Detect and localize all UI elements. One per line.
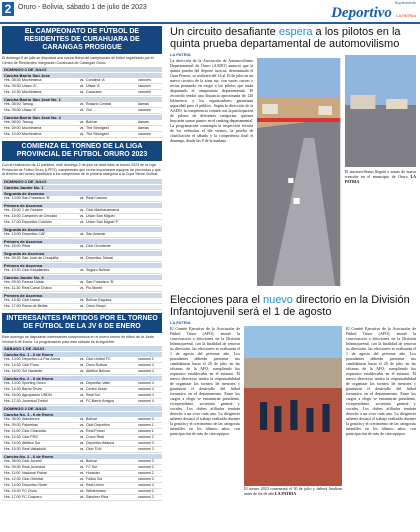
fixture-home: Nacional Potosí <box>22 471 48 476</box>
fixture-home: Atlético Sur <box>22 441 41 446</box>
box3-title: INTERESANTES PARTIDOS POR EL TORNEO DE FÚTBOL DE LA JV 6 DE ENERO <box>2 313 162 333</box>
fixture-away: Deportivo Valle <box>86 381 111 386</box>
fixture-away: Atlético Bolívar <box>86 369 110 374</box>
fixture-away: Cruce Real <box>86 435 104 440</box>
fixture-category: varones <box>138 90 151 95</box>
fixture-time: Hrs. 17:00 <box>4 219 21 224</box>
fixture-time: Hrs. 17:30 <box>4 399 21 404</box>
fixture-home: San José de Chuquiña <box>22 255 59 260</box>
fixture-section-label: Cancha Barrio San José No. 1 <box>2 97 162 102</box>
fixture-section-label: SÁBADO 1 DE JULIO <box>2 346 162 351</box>
fixture-time: Hrs. 13:00 <box>4 381 21 386</box>
fixture-time: Hrs. 15:00 <box>4 243 21 248</box>
fixture-time: Hrs. 17:00 <box>4 495 21 500</box>
right-column <box>170 26 416 532</box>
fixture-section-label: Primera de Ascenso <box>2 263 162 268</box>
fixture-away: Sánchez Riva <box>86 495 109 500</box>
fixture-home: FC Oruro <box>22 489 37 494</box>
fixture-category: varones <box>138 108 151 113</box>
fixture-time: Hrs. 11:00 <box>4 429 21 434</box>
fixture-home: San Francisco 'B' <box>22 195 50 200</box>
box2-fixtures <box>2 179 162 310</box>
article1-source: LA PATRIA <box>170 52 191 57</box>
fixture-category <box>138 220 158 225</box>
fixture-time: Hrs. 16:00 <box>4 393 21 398</box>
fixture-versus: vs. <box>79 423 85 428</box>
fixture-versus: vs. <box>79 78 85 83</box>
fixture-away: Bolívar <box>86 459 98 464</box>
fixture-versus: vs. <box>79 363 85 368</box>
fixture-away: Unión San Miguel 'F' <box>86 219 119 224</box>
fixture-time: Hrs. 09:00 <box>4 108 21 113</box>
fixture-time: Hrs. 09:30 <box>4 465 21 470</box>
box3-text: Este domingo se disputarán interesantes compromisos en el nuevo torneo de fútbol de la Junta Vecinal 6 de Enero. La programación para este sábado es la siguiente: <box>2 334 154 344</box>
fixture-home: Tarsog <box>22 102 33 107</box>
fixture-category <box>138 208 158 213</box>
fixture-away: Club United FC <box>86 357 111 362</box>
fixture-away: Seguro Bolívar <box>86 267 110 272</box>
fixture-home: Juventud Trébol <box>22 399 48 404</box>
fixture-row <box>2 447 162 453</box>
fixture-time: Hrs. 08:00 <box>4 102 21 107</box>
fixture-versus: vs. <box>79 108 85 113</box>
fixture-time: Hrs. 12:30 <box>4 477 21 482</box>
box1-fixtures <box>2 67 162 138</box>
fixture-away: Condima 'A' <box>86 78 106 83</box>
fixture-time: Hrs. 10:30 <box>4 90 21 95</box>
fixture-time: Hrs. 10:00 <box>4 132 21 137</box>
box1-text: El domingo 9 de julio se disputará una nueva fecha del campeonato de fútbol organizado por el Centro de Residentes Integración Curahuara de Carangas Oruro. <box>2 56 154 65</box>
fixture-away: Real Unión <box>86 483 104 488</box>
fixture-section-label: Cancha Barrio San Jose <box>2 73 162 78</box>
fixture-time: Hrs. 17:00 <box>4 303 21 308</box>
fixture-time: Hrs. 14:30 <box>4 387 21 392</box>
fixture-versus: vs. <box>79 381 85 386</box>
fixture-versus: vs. <box>79 477 85 482</box>
fixture-category: varones 4 <box>138 387 154 392</box>
fixture-away: Club Occidente <box>86 243 111 248</box>
fixture-section-label: Segunda de Ascenso <box>2 191 162 196</box>
fixture-row <box>2 369 162 375</box>
fixture-category: varones 3 <box>138 459 154 464</box>
fixture-time: Hrs. 13:00 <box>4 357 21 362</box>
fixture-time: Hrs. 09:00 <box>4 126 21 131</box>
fixture-home: Wanderers <box>22 417 40 422</box>
fixture-category <box>138 214 158 219</box>
fixture-away: FC Sur <box>86 465 98 470</box>
fixture-away: FC Barrio Amigos <box>86 399 115 404</box>
fixture-home: FC Coquero <box>22 495 42 500</box>
fixture-section-label: DOMINGO 2 DE JULIO <box>2 67 162 72</box>
fixture-away: Oruro Noqui <box>86 303 106 308</box>
fixture-category: damas <box>138 102 149 107</box>
fixture-time: Hrs. 14:00 <box>4 483 21 488</box>
fixture-category: varones 4 <box>138 381 154 386</box>
fixture-home: Club Llanur <box>22 297 41 302</box>
fixture-category: varones 4 <box>138 369 154 374</box>
box1-title: EL CAMPEONATO DE FÚTBOL DE RESIDENTES DE CURAHUARA DE CARANGAS PROSIGUE <box>2 26 162 54</box>
fixture-versus: vs. <box>79 483 85 488</box>
fixture-versus: vs. <box>79 465 85 470</box>
fixture-category: varones <box>138 132 151 137</box>
fixture-row <box>2 256 162 262</box>
article1-caption: El automovilismo llegará a zonas de nueva creación en el municipio de Oruro LA PATRIA <box>344 169 416 184</box>
fixture-section-label: Primera de Ascenso <box>2 239 162 244</box>
fixture-away: Real Craiono <box>86 195 107 200</box>
fixture-category: damas <box>138 120 149 125</box>
fixture-home: Real Canal Chalco <box>22 285 52 290</box>
box2-text: Con la realización de 11 partidos, este domingo 2 de julio se dará inicio al torneo 2023 de la Liga Provincial de Fútbol Oruro (LPFO), campeonato que reúne importantes equipos de provincias y que al término del torneo clasificará a los campeones de la primera categoría a la Copa Simón Bolívar. <box>2 163 161 177</box>
fixture-section-label: Cancha No. 1 - 6 de Enero <box>2 352 162 357</box>
fixture-row <box>2 232 162 238</box>
fixture-section-label: Cancha No. 2 - 6 de Enero <box>2 454 162 459</box>
fixture-home: Tarsog <box>22 120 33 125</box>
fixture-category <box>138 256 158 261</box>
fixture-away: San Francisco 'B' <box>86 279 114 284</box>
fixture-versus: vs. <box>79 243 85 248</box>
fixture-away: Utaca 'A' <box>86 84 101 89</box>
fixture-category: varones 4 <box>138 363 154 368</box>
fixture-time: Hrs. 13:00 <box>4 195 21 200</box>
fixture-category: varones 3 <box>138 441 154 446</box>
fixture-row <box>2 495 162 501</box>
fixture-versus: vs. <box>79 132 85 137</box>
fixture-section-label: DOMINGO 2 DE JULIO <box>2 179 162 184</box>
fixture-section-label: Cancha No. 1 - 6 de Enero <box>2 412 162 417</box>
left-column <box>2 26 162 501</box>
fixture-time: Hrs. 15:30 <box>4 489 21 494</box>
fixture-versus: vs. <box>79 441 85 446</box>
fixture-home: Agrupación UNDN <box>22 393 52 398</box>
fixture-versus: vs. <box>79 255 85 260</box>
fixture-home: Sol Naciente <box>22 369 43 374</box>
fixture-away: Oruro Bolívar <box>86 363 108 368</box>
fixture-section-label: DOMINGO 2 DE JULIO <box>2 406 162 411</box>
fixture-home: Rivel <box>22 243 30 248</box>
fixture-time: Hrs. 15:30 <box>4 297 21 302</box>
article2-caption: El torneo 2023 comenzará el 30 de julio y deberá finalizar antes de fin de año LA PATRIA <box>244 486 342 496</box>
fixture-section-label: Cancha Jauder No. 3 <box>2 275 162 280</box>
fixture-home: Deportivo Norte <box>22 483 48 488</box>
fixture-away: Caravano <box>86 90 102 95</box>
fixture-versus: vs. <box>79 126 85 131</box>
fixture-away: The Strongest <box>86 132 109 137</box>
logo-small-text: Suplemento <box>394 0 416 5</box>
youth-football-photo <box>244 326 342 486</box>
fixture-away: Pio Monte <box>86 285 103 290</box>
fixture-category <box>138 196 158 201</box>
fixture-versus: vs. <box>79 219 85 224</box>
fixture-time: Hrs. 08:00 <box>4 459 21 464</box>
fixture-section-label: Primera de Ascenso <box>2 293 162 298</box>
fixture-category: varones 1 <box>138 429 154 434</box>
fixture-category <box>138 268 158 273</box>
fixture-category: damas <box>138 126 149 131</box>
fixture-category <box>138 304 158 309</box>
fixture-versus: vs. <box>79 90 85 95</box>
fixture-home: Mochimiena <box>22 132 42 137</box>
page-number: 2 <box>2 2 14 16</box>
fixture-category: varones 3 <box>138 447 154 452</box>
fixture-category: varones 2 <box>138 465 154 470</box>
fixture-home: Deportivo La Paz Arena <box>22 357 60 362</box>
fixture-versus: vs. <box>79 489 85 494</box>
fixture-away: Wilstermann <box>86 489 106 494</box>
box2-title: COMIENZA EL TORNEO DE LA LIGA PROVINCIAL DE FÚTBOL ORURO 2023 <box>2 141 162 161</box>
fixture-time: Hrs. 09:30 <box>4 84 21 89</box>
fixture-category: varones <box>138 84 151 89</box>
fixture-category <box>138 280 158 285</box>
fixture-versus: vs. <box>79 195 85 200</box>
supplement-logo <box>331 1 416 21</box>
fixture-home: Real Juventud <box>22 465 45 470</box>
fixture-category: varones 4 <box>138 399 154 404</box>
fixture-away: Huracán <box>86 471 100 476</box>
fixture-row <box>2 196 162 202</box>
fixture-away: Gol <box>86 108 92 113</box>
fixture-versus: vs. <box>79 279 85 284</box>
fixture-section-label: Cancha No. 2 - 6 de Enero <box>2 376 162 381</box>
fixture-away: Unión San Miguel <box>86 213 115 218</box>
fixture-away: Fútbol Sol <box>86 477 103 482</box>
fixture-category: varones 2 <box>138 357 154 362</box>
logo-name: Deportivo <box>331 5 392 21</box>
fixture-home: Palmeiras <box>22 423 38 428</box>
fixture-category: varones 4 <box>138 483 154 488</box>
fixture-home: Real Valladolid <box>22 447 46 452</box>
fixture-away: Real Sol <box>86 393 100 398</box>
fixture-row <box>2 268 162 274</box>
fixture-away: Real Potosí <box>86 429 105 434</box>
article2-title: Elecciones para el nuevo directorio en la División Infantojuvenil será el 1 de agosto <box>170 294 410 318</box>
fixture-time: Hrs. 11:00 <box>4 471 21 476</box>
fixture-home: Mochimiena <box>22 78 42 83</box>
fixture-away: Rosario Central <box>86 102 111 107</box>
fixture-home: Barrio Oruro <box>22 387 42 392</box>
fixture-category <box>138 298 158 303</box>
article2-col3: El Comité Ejecutivo de la Asociación de Fútbol Oruro (AFO), emitió la convocatoria a elecciones en la División Infantojuvenil, con la finalidad de renovar su directorio, las elecciones se realizarán el 1 de agosto del presente año. Los postulantes deberán presentar sus candidaturas hasta el 20 de julio en las oficinas de la AFO, cumpliendo los requisitos establecidos en el estatuto. El nuevo directorio tendrá la responsabilidad de organizar los torneos de menores y garantizar el desarrollo del fútbol formativo en el departamento. Entre los cargos a elegir se encuentran presidente, vicepresidente, secretario general y vocales. Los clubes afiliados tendrán derecho a un voto cada uno. La dirigencia saliente destacó el trabajo realizado durante la gestión y el crecimiento de las categorías infantiles en los últimos años, con participación de más de cien equipos. <box>346 326 416 436</box>
fixture-category <box>138 232 158 237</box>
fixture-time: Hrs. 08:00 <box>4 120 21 125</box>
fixture-category: varones 3 <box>138 477 154 482</box>
fixture-row <box>2 399 162 405</box>
article2-col1: El Comité Ejecutivo de la Asociación de Fútbol Oruro (AFO), emitió la convocatoria a elecciones en la División Infantojuvenil, con la finalidad de renovar su directorio, las elecciones se realizarán el 1 de agosto del presente año. Los postulantes deberán presentar sus candidaturas hasta el 20 de julio en las oficinas de la AFO, cumpliendo los requisitos establecidos en el estatuto. El nuevo directorio tendrá la responsabilidad de organizar los torneos de menores y garantizar el desarrollo del fútbol formativo en el departamento. Entre los cargos a elegir se encuentran presidente, vicepresidente, secretario general y vocales. Los clubes afiliados tendrán derecho a un voto cada uno. La dirigencia saliente destacó el trabajo realizado durante la gestión y el crecimiento de las categorías infantiles en los últimos años, con participación de más de cien equipos. <box>170 326 240 436</box>
page-header <box>0 0 420 24</box>
fixture-home: Sporting Oruro <box>22 381 46 386</box>
fixture-versus: vs. <box>79 399 85 404</box>
fixture-away: Club Deportivo <box>86 423 110 428</box>
fixture-versus: vs. <box>79 357 85 362</box>
fixture-versus: vs. <box>79 120 85 125</box>
fixture-away: Deportivo Alianza <box>86 441 114 446</box>
fixture-versus: vs. <box>79 447 85 452</box>
box3-fixtures <box>2 346 162 501</box>
article1-title: Un circuito desafiante espera a los pilotos en la quinta prueba departamental de automovilismo <box>170 26 401 50</box>
fixture-row <box>2 286 162 292</box>
fixture-row <box>2 90 162 96</box>
fixture-time: Hrs. 08:30 <box>4 78 21 83</box>
fixture-time: Hrs. 09:30 <box>4 255 21 260</box>
fixture-away: Bolívar <box>86 120 98 125</box>
fixture-category: varones 2 <box>138 471 154 476</box>
fixture-time: Hrs. 08:00 <box>4 417 21 422</box>
fixture-away: Bolívar <box>86 417 98 422</box>
article1-col1: La dirección de la Asociación de Automovilismo Departamental de Oruro (AADO) anunció que la quinta prueba del deporte tuercas, denominada el Gran Premio, se realizará del 14 al 16 de julio en un nuevo circuito de la zona sur, con varias curvas y rectas pensando en exigir a los pilotos que están disputando el campeonato departamental. El recorrido tendrá una distancia aproximada de 120 kilómetros y los organizadores garantizan seguridad para el público. Según la dirección de la AADO, la competencia contará con la participación de pilotos de diferentes categorías, quienes buscarán sumar puntos en el ranking departamental. La programación contempla la inspección técnica de los vehículos el día viernes, la prueba de clasificación el sábado y la competencia final el domingo, desde las 9 de la mañana. <box>170 58 254 143</box>
fixture-time: Hrs. 14:00 <box>4 441 21 446</box>
fixture-time: Hrs. 09:30 <box>4 423 21 428</box>
racetrack-photo <box>257 58 340 286</box>
fixture-versus: vs. <box>79 495 85 500</box>
fixture-away: Centro Unión <box>86 387 108 392</box>
fixture-home: Uraco 'A' <box>22 84 37 89</box>
fixture-row <box>2 304 162 310</box>
fixture-section-label: Primera de Ascenso <box>2 203 162 208</box>
fixture-versus: vs. <box>79 459 85 464</box>
fixture-home: Mochimiena <box>22 90 42 95</box>
fixture-home: Club Puno <box>22 363 39 368</box>
fixture-time: Hrs. 10:30 <box>4 267 21 272</box>
fixture-home: Deportivo CAF <box>22 231 46 236</box>
fixture-home: Campeón de Cercado <box>22 213 58 218</box>
fixture-versus: vs. <box>79 429 85 434</box>
fixture-away: Club Machacamarca <box>86 207 119 212</box>
fixture-home: Club Chacarita <box>22 429 46 434</box>
fixture-time: Hrs. 12:30 <box>4 435 21 440</box>
fixture-time: Hrs. 15:00 <box>4 213 21 218</box>
fixture-away: San Antonio <box>86 231 106 236</box>
fixture-versus: vs. <box>79 417 85 422</box>
fixture-versus: vs. <box>79 297 85 302</box>
fixture-time: Hrs. 15:30 <box>4 447 21 452</box>
fixture-time: Hrs. 13:00 <box>4 231 21 236</box>
fixture-category: varones 2 <box>138 489 154 494</box>
fixture-home: Club PSG <box>22 435 38 440</box>
fixture-home: Utaca 'A' <box>22 108 37 113</box>
fixture-away: Club TLM <box>86 447 102 452</box>
fixture-versus: vs. <box>79 369 85 374</box>
fixture-versus: vs. <box>79 435 85 440</box>
fixture-row <box>2 220 162 226</box>
fixture-category <box>138 244 158 249</box>
fixture-time: Hrs. 16:00 <box>4 369 21 374</box>
logo-tag: LA PATRIA <box>396 13 416 18</box>
fixture-versus: vs. <box>79 303 85 308</box>
fixture-home: 1 de Octubre <box>22 207 43 212</box>
dateline: Oruro - Bolivia, sábado 1 de julio de 2023 <box>18 4 147 11</box>
fixture-row <box>2 244 162 250</box>
fixture-section-label: Cancha Barrio San José No. 2 <box>2 115 162 120</box>
fixture-versus: vs. <box>79 207 85 212</box>
fixture-row <box>2 132 162 138</box>
fixture-home: Deportivo Colchón <box>22 219 52 224</box>
fixture-category: varones 4 <box>138 393 154 398</box>
fixture-time: Hrs. 11:30 <box>4 285 21 290</box>
fixture-category <box>138 286 158 291</box>
fixture-versus: vs. <box>79 231 85 236</box>
fixture-versus: vs. <box>79 387 85 392</box>
fixture-home: Club Oriental <box>22 477 43 482</box>
fixture-away: The Strongest <box>86 126 109 131</box>
fixture-category: varones 3 <box>138 417 154 422</box>
fixture-versus: vs. <box>79 84 85 89</box>
fixture-away: Bolívar Esquina <box>86 297 112 302</box>
fixture-versus: vs. <box>79 267 85 272</box>
fixture-versus: vs. <box>79 285 85 290</box>
fixture-versus: vs. <box>79 213 85 218</box>
fixture-home: Mochimiena <box>22 126 42 131</box>
fixture-section-label: Cancha Jauder No. 1 <box>2 185 162 190</box>
fixture-home: Club Estudiantes <box>22 267 50 272</box>
fixture-home: Ramo de Bellas <box>22 303 48 308</box>
fixture-home: Fuerza Unida <box>22 279 44 284</box>
fixture-time: Hrs. 15:00 <box>4 207 21 212</box>
racetrack-photo-2 <box>345 55 416 167</box>
fixture-home: Club Juvenil <box>22 459 42 464</box>
fixture-time: Hrs. 14:30 <box>4 363 21 368</box>
fixture-away: Deportivo Totoral <box>86 255 114 260</box>
fixture-row <box>2 108 162 114</box>
fixture-time: Hrs. 09:30 <box>4 279 21 284</box>
fixture-versus: vs. <box>79 393 85 398</box>
fixture-versus: vs. <box>79 471 85 476</box>
fixture-category: varones 2 <box>138 495 154 500</box>
fixture-versus: vs. <box>79 102 85 107</box>
fixture-category: varones <box>138 78 151 83</box>
fixture-category: varones 1 <box>138 423 154 428</box>
fixture-section-label: Segunda de Ascenso <box>2 251 162 256</box>
fixture-category: varones 2 <box>138 435 154 440</box>
fixture-section-label: Segunda de Ascenso <box>2 227 162 232</box>
article2-source: LA PATRIA <box>170 320 191 325</box>
